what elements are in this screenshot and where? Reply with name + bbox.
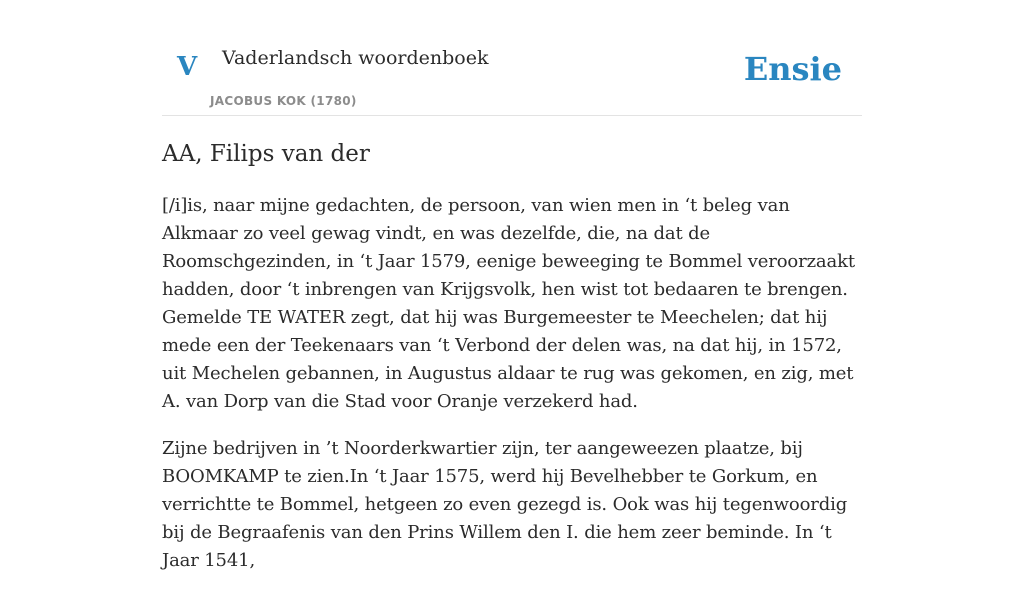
book-author: JACOBUS KOK (1780): [210, 94, 357, 108]
entry-paragraph: [/i]is, naar mijne gedachten, de persoon, van wien men in ‘t beleg van Alkmaar zo veel gewag vindt, en was dezelfde, die, na dat de Roomschgezinden, in ‘t Jaar 1579, eenige beweeging te Bommel veroorzaakt hadden, door ‘t inbrengen van Krijgsvolk, hen wist tot bedaaren te brengen. Gemelde TE WATER zegt, dat hij was Burgemeester te Meechelen; dat hij mede een der Teekenaars van ‘t Verbond der delen was, na dat hij, in 1572, uit Mechelen gebannen, in Augustus aldaar te rug was gekomen, en zig, met A. van Dorp van die Stad voor Oranje verzekerd had.: [162, 195, 855, 412]
entry-body: [162, 192, 862, 594]
entry-paragraph: Zijne bedrijven in ’t Noorderkwartier zijn, ter aangeweezen plaatze, bij BOOMKAMP te zien.In ‘t Jaar 1575, werd hij Bevelhebber te Gorkum, en verrichtte te Bommel, hetgeen zo even gezegd is. Ook was hij tegenwoordig bij de Begraafenis van den Prins Willem den I. die hem zeer beminde. In ‘t Jaar 1541,: [162, 438, 848, 571]
entry-title: AA, Filips van der: [162, 141, 370, 167]
book-title[interactable]: Vaderlandsch woordenboek: [222, 47, 489, 69]
book-header: [162, 30, 862, 116]
brand-logo-link[interactable]: Ensie: [743, 50, 842, 88]
book-logo[interactable]: V: [177, 52, 198, 82]
